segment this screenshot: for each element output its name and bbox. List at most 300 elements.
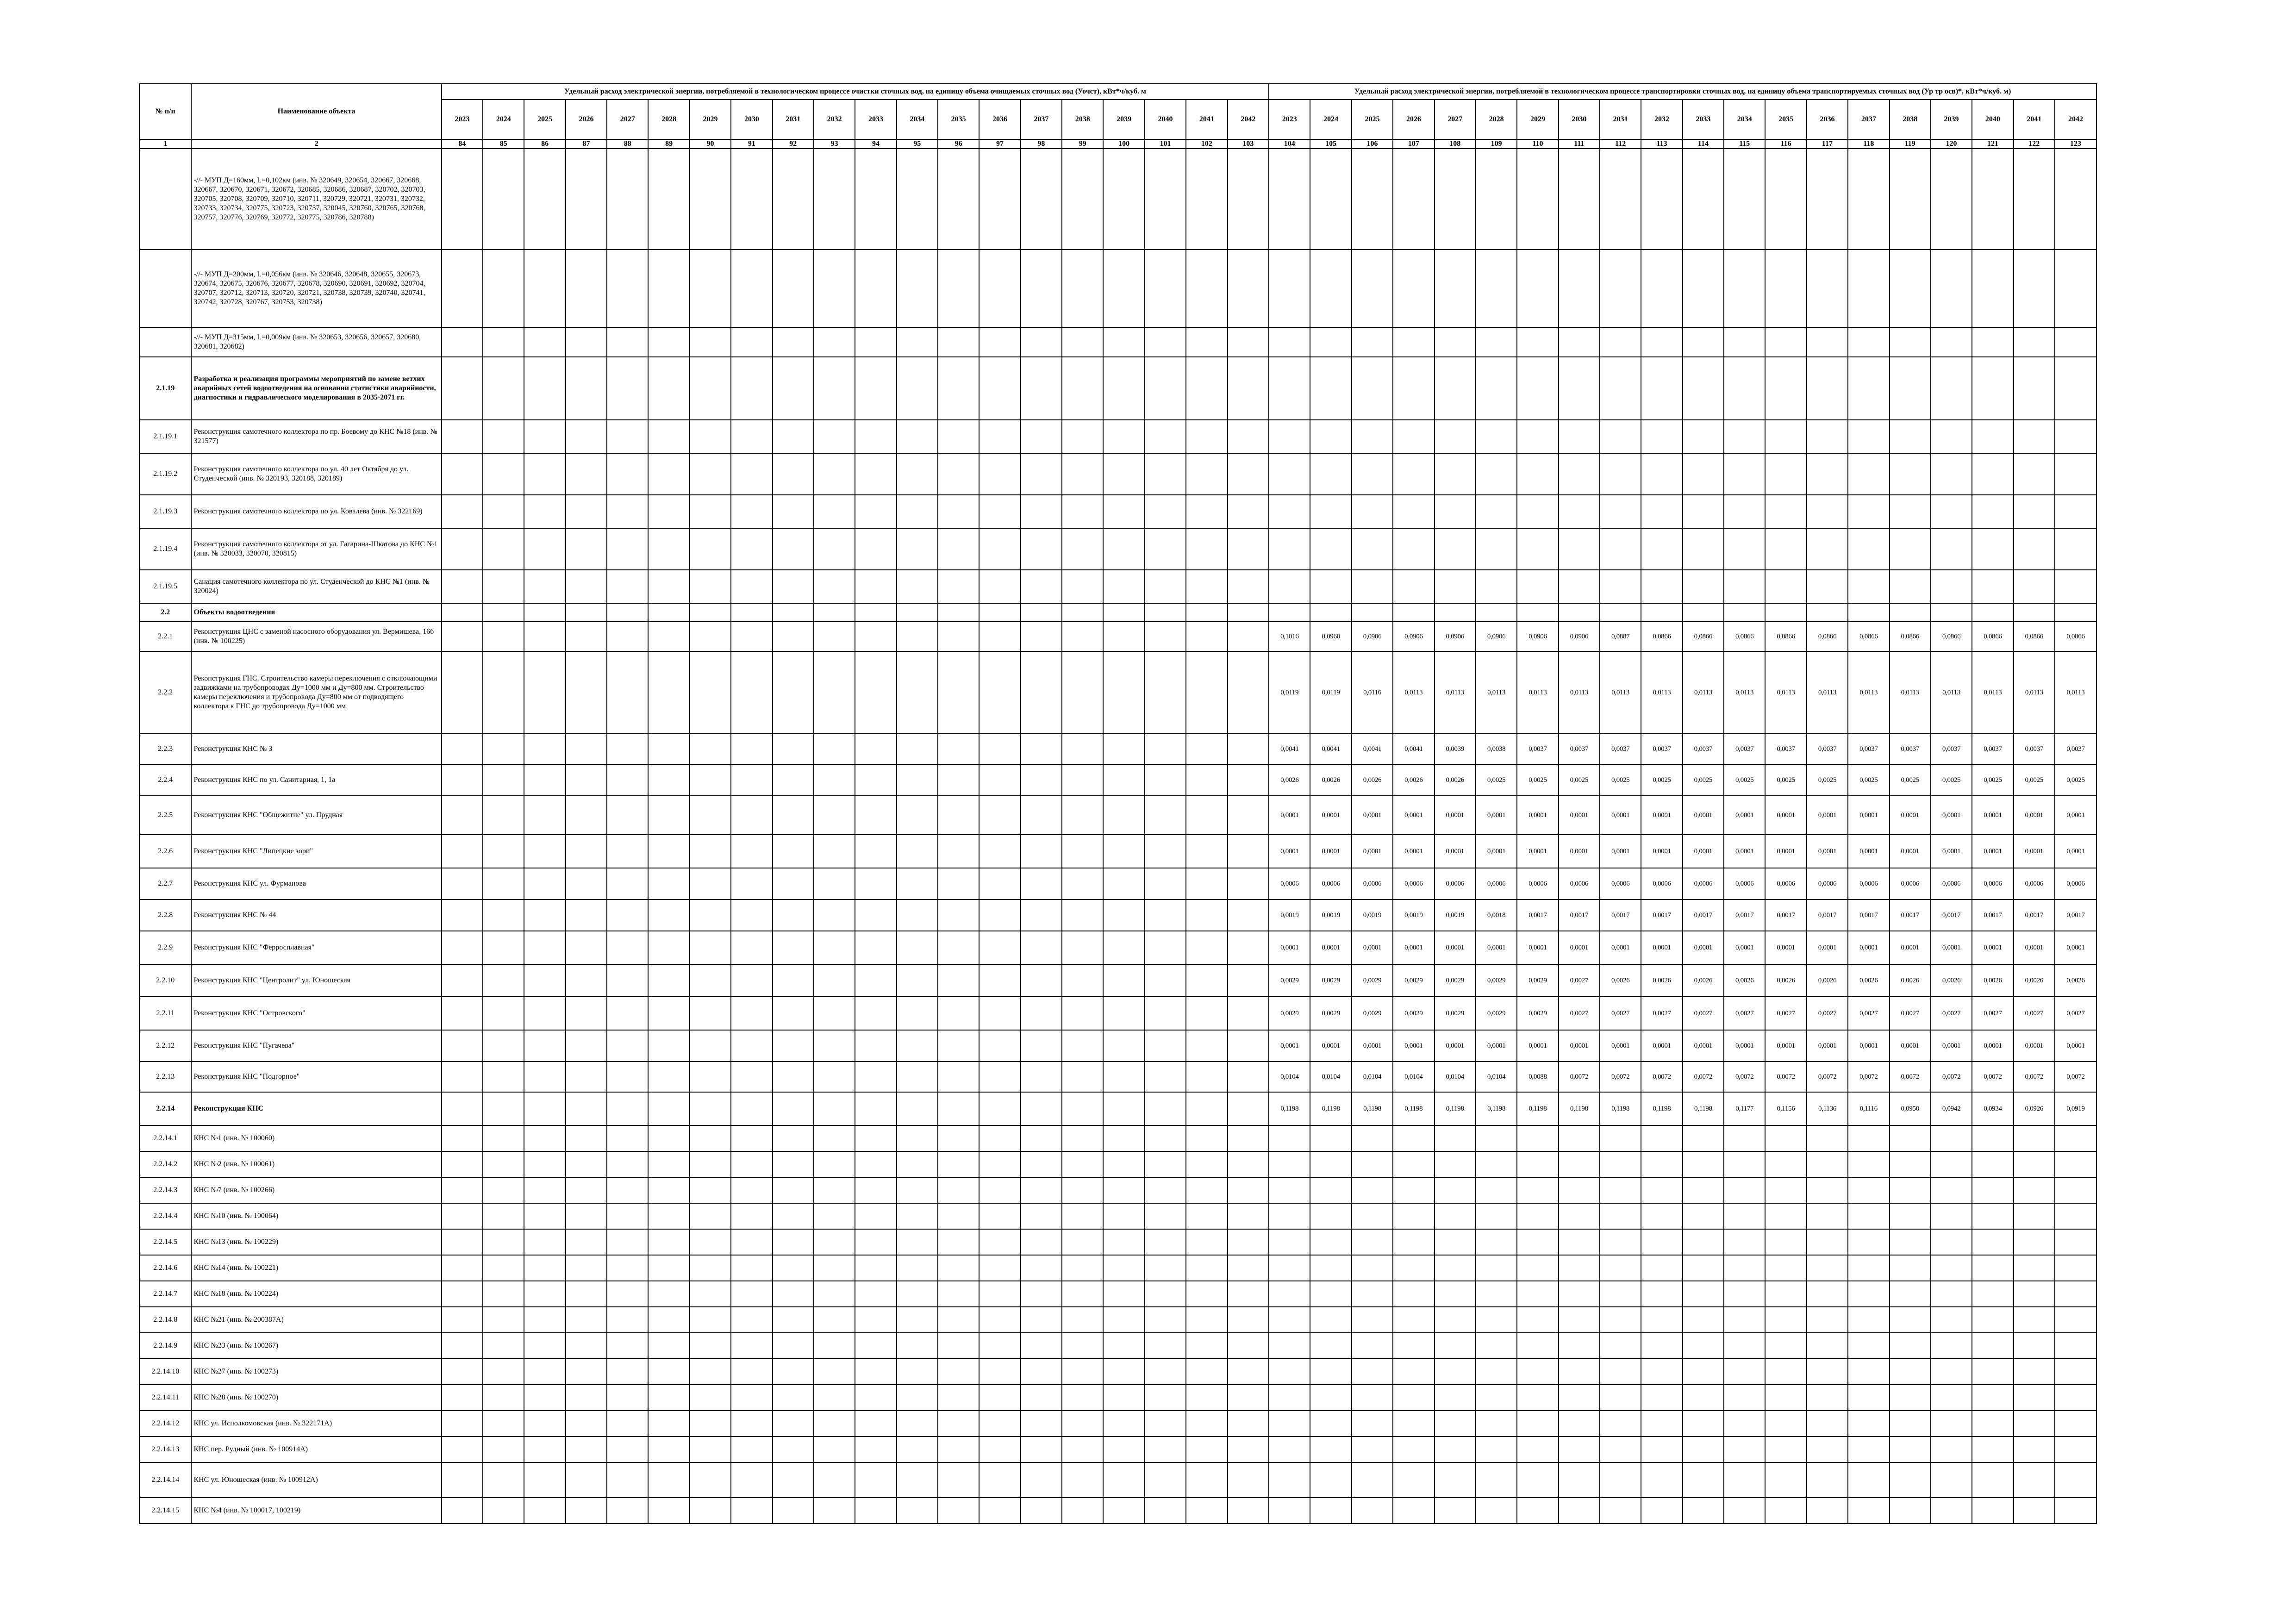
treatment-value-cell <box>773 1333 814 1359</box>
transport-value-cell <box>1352 603 1393 622</box>
treatment-value-cell <box>938 357 979 420</box>
treatment-value-cell <box>1145 1255 1186 1281</box>
transport-value-cell <box>1393 149 1434 250</box>
transport-value-cell <box>1931 1307 1972 1333</box>
row-number: 2.2.14.7 <box>139 1281 191 1307</box>
treatment-value-cell <box>1186 1203 1227 1229</box>
treatment-value-cell <box>607 1411 648 1437</box>
treatment-value-cell <box>524 734 565 764</box>
transport-value-cell: 0,0017 <box>1641 899 1682 931</box>
transport-value-cell <box>1393 420 1434 453</box>
transport-value-cell <box>1269 1333 1310 1359</box>
treatment-value-cell <box>566 250 607 327</box>
treatment-value-cell <box>1062 528 1103 570</box>
transport-value-cell: 0,0072 <box>1600 1062 1641 1092</box>
treatment-value-cell <box>897 1125 938 1151</box>
transport-value-cell <box>1972 1385 2013 1411</box>
table-row <box>139 931 2096 964</box>
transport-value-cell <box>1848 1177 1889 1203</box>
treatment-value-cell <box>566 734 607 764</box>
row-number: 2.2.13 <box>139 1062 191 1092</box>
treatment-value-cell <box>566 1030 607 1062</box>
treatment-value-cell <box>1062 1151 1103 1177</box>
transport-value-cell: 0,0001 <box>1890 931 1931 964</box>
treatment-value-cell <box>566 420 607 453</box>
treatment-value-cell <box>979 1255 1020 1281</box>
treatment-value-cell <box>1103 528 1144 570</box>
transport-value-cell <box>1476 1437 1517 1462</box>
transport-value-cell <box>1683 1437 1724 1462</box>
treatment-value-cell <box>1103 1177 1144 1203</box>
treatment-value-cell <box>1021 1411 1062 1437</box>
treatment-value-cell <box>1186 603 1227 622</box>
treatment-value-cell <box>731 1030 772 1062</box>
transport-value-cell <box>2014 327 2055 357</box>
transport-value-cell: 0,0113 <box>2055 651 2096 734</box>
transport-value-cell <box>1559 250 1600 327</box>
transport-value-cell <box>1310 1255 1351 1281</box>
treatment-value-cell <box>855 420 896 453</box>
treatment-value-cell <box>1145 149 1186 250</box>
treatment-value-cell <box>1062 931 1103 964</box>
treatment-value-cell <box>1021 420 1062 453</box>
transport-value-cell: 0,0113 <box>1765 651 1806 734</box>
object-name: КНС №1 (инв. № 100060) <box>191 1125 441 1151</box>
treatment-value-cell <box>1021 495 1062 528</box>
transport-value-cell <box>1641 149 1682 250</box>
treatment-value-cell <box>979 964 1020 997</box>
treatment-value-cell <box>814 1062 855 1092</box>
transport-value-cell <box>1807 1307 1848 1333</box>
treatment-value-cell <box>1145 495 1186 528</box>
transport-value-cell <box>1641 570 1682 603</box>
treatment-value-cell <box>1228 796 1269 835</box>
treatment-value-cell <box>1145 1462 1186 1498</box>
transport-value-cell: 0,0037 <box>1683 734 1724 764</box>
treatment-value-cell <box>607 357 648 420</box>
treatment-value-cell <box>979 495 1020 528</box>
transport-value-cell: 0,0025 <box>2014 764 2055 796</box>
treatment-value-cell <box>855 1281 896 1307</box>
transport-value-cell <box>1517 570 1558 603</box>
transport-value-cell: 0,0017 <box>2014 899 2055 931</box>
transport-value-cell: 0,0001 <box>2055 931 2096 964</box>
treatment-value-cell <box>814 796 855 835</box>
transport-value-cell: 0,0001 <box>1435 931 1476 964</box>
row-number: 2.2.14.9 <box>139 1333 191 1359</box>
transport-value-cell: 0,0001 <box>1559 796 1600 835</box>
treatment-value-cell <box>1145 453 1186 495</box>
transport-value-cell: 0,0025 <box>1890 764 1931 796</box>
transport-value-cell: 0,0019 <box>1352 899 1393 931</box>
treatment-value-cell <box>1228 327 1269 357</box>
table-row <box>139 868 2096 899</box>
treatment-value-cell <box>1228 1385 1269 1411</box>
transport-value-cell: 0,0001 <box>1393 1030 1434 1062</box>
transport-value-cell <box>1269 1255 1310 1281</box>
treatment-value-cell <box>773 997 814 1030</box>
transport-value-cell <box>1310 1307 1351 1333</box>
treatment-value-cell <box>731 622 772 651</box>
transport-value-cell <box>1393 1281 1434 1307</box>
transport-value-cell <box>1310 1498 1351 1524</box>
transport-value-cell: 0,0027 <box>1972 997 2013 1030</box>
treatment-value-cell <box>1062 1498 1103 1524</box>
treatment-value-cell <box>442 868 483 899</box>
transport-value-cell: 0,0027 <box>1848 997 1889 1030</box>
transport-value-cell: 0,0029 <box>1352 997 1393 1030</box>
treatment-value-cell <box>814 603 855 622</box>
treatment-value-cell <box>1062 453 1103 495</box>
treatment-value-cell <box>979 1462 1020 1498</box>
transport-value-cell: 0,0950 <box>1890 1092 1931 1125</box>
treatment-value-cell <box>442 250 483 327</box>
treatment-value-cell <box>814 1498 855 1524</box>
transport-value-cell <box>1972 1177 2013 1203</box>
treatment-value-cell <box>607 250 648 327</box>
transport-value-cell <box>1931 1437 1972 1462</box>
treatment-value-cell <box>690 528 731 570</box>
treatment-value-cell <box>524 1462 565 1498</box>
transport-value-cell <box>1352 1462 1393 1498</box>
treatment-value-cell <box>1021 964 1062 997</box>
header-row-titles <box>139 84 2096 100</box>
treatment-value-cell <box>483 357 524 420</box>
treatment-value-cell <box>938 1281 979 1307</box>
treatment-value-cell <box>483 835 524 868</box>
transport-value-cell: 0,0037 <box>1517 734 1558 764</box>
transport-value-cell <box>1600 149 1641 250</box>
row-number: 2.2.9 <box>139 931 191 964</box>
treatment-value-cell <box>607 835 648 868</box>
treatment-value-cell <box>1186 1385 1227 1411</box>
treatment-value-cell <box>731 1125 772 1151</box>
treatment-value-cell <box>938 1177 979 1203</box>
transport-value-cell <box>1641 1359 1682 1385</box>
treatment-value-cell <box>607 1333 648 1359</box>
transport-value-cell <box>1931 1498 1972 1524</box>
treatment-value-cell <box>731 1255 772 1281</box>
transport-value-cell <box>1724 1307 1765 1333</box>
transport-value-cell <box>1393 1462 1434 1498</box>
treatment-value-cell <box>648 796 689 835</box>
treatment-value-cell <box>607 1437 648 1462</box>
treatment-value-cell <box>483 1281 524 1307</box>
transport-value-cell <box>1890 1281 1931 1307</box>
treatment-value-cell <box>483 651 524 734</box>
object-name: КНС №2 (инв. № 100061) <box>191 1151 441 1177</box>
transport-value-cell: 0,0072 <box>1559 1062 1600 1092</box>
transport-value-cell <box>1724 570 1765 603</box>
transport-value-cell: 0,0001 <box>1517 796 1558 835</box>
object-name: Реконструкция ЦНС с заменой насосного оборудования ул. Вермишева, 16б (инв. № 100225) <box>191 622 441 651</box>
treatment-value-cell <box>773 1092 814 1125</box>
treatment-value-cell <box>731 899 772 931</box>
treatment-value-cell <box>442 149 483 250</box>
transport-value-cell: 0,0001 <box>1765 835 1806 868</box>
treatment-value-cell <box>897 1307 938 1333</box>
transport-value-cell <box>1724 1281 1765 1307</box>
treatment-value-cell <box>1062 570 1103 603</box>
row-number: 2.2.14.13 <box>139 1437 191 1462</box>
treatment-value-cell <box>607 149 648 250</box>
treatment-value-cell <box>524 1255 565 1281</box>
column-number: 103 <box>1228 139 1269 149</box>
year-header: 2029 <box>1517 100 1558 139</box>
transport-value-cell <box>1600 1385 1641 1411</box>
treatment-value-cell <box>690 327 731 357</box>
treatment-value-cell <box>690 796 731 835</box>
object-name: Реконструкция КНС по ул. Санитарная, 1, 1а <box>191 764 441 796</box>
treatment-value-cell <box>1186 651 1227 734</box>
row-number: 2.2.14.2 <box>139 1151 191 1177</box>
transport-value-cell <box>1848 1359 1889 1385</box>
treatment-value-cell <box>1103 1092 1144 1125</box>
transport-value-cell <box>2055 1437 2096 1462</box>
treatment-value-cell <box>607 899 648 931</box>
treatment-value-cell <box>1145 250 1186 327</box>
treatment-value-cell <box>483 1411 524 1437</box>
row-number: 2.2.10 <box>139 964 191 997</box>
treatment-value-cell <box>979 622 1020 651</box>
treatment-value-cell <box>648 1385 689 1411</box>
transport-value-cell <box>1765 1151 1806 1177</box>
treatment-value-cell <box>690 149 731 250</box>
transport-value-cell: 0,1156 <box>1765 1092 1806 1125</box>
object-name: КНС №27 (инв. № 100273) <box>191 1359 441 1385</box>
transport-value-cell: 0,0866 <box>2014 622 2055 651</box>
treatment-value-cell <box>524 651 565 734</box>
transport-value-cell: 0,0041 <box>1269 734 1310 764</box>
treatment-value-cell <box>814 1462 855 1498</box>
transport-value-cell <box>2055 1255 2096 1281</box>
treatment-value-cell <box>1145 764 1186 796</box>
treatment-value-cell <box>648 868 689 899</box>
transport-value-cell: 0,0029 <box>1393 964 1434 997</box>
treatment-value-cell <box>731 250 772 327</box>
transport-value-cell <box>1559 1498 1600 1524</box>
transport-value-cell <box>2055 149 2096 250</box>
transport-value-cell: 0,0001 <box>1269 1030 1310 1062</box>
transport-value-cell <box>1476 1385 1517 1411</box>
treatment-value-cell <box>1228 622 1269 651</box>
treatment-value-cell <box>1186 1229 1227 1255</box>
treatment-value-cell <box>1228 1307 1269 1333</box>
transport-value-cell <box>1848 1281 1889 1307</box>
treatment-value-cell <box>1145 931 1186 964</box>
transport-value-cell: 0,0026 <box>1724 964 1765 997</box>
transport-value-cell <box>1765 1281 1806 1307</box>
table-row <box>139 1498 2096 1524</box>
treatment-value-cell <box>690 453 731 495</box>
treatment-value-cell <box>1021 796 1062 835</box>
treatment-value-cell <box>566 1229 607 1255</box>
treatment-value-cell <box>938 327 979 357</box>
treatment-value-cell <box>607 1498 648 1524</box>
transport-value-cell: 0,0006 <box>1931 868 1972 899</box>
treatment-value-cell <box>938 1307 979 1333</box>
treatment-value-cell <box>524 899 565 931</box>
treatment-value-cell <box>442 1177 483 1203</box>
treatment-value-cell <box>1228 899 1269 931</box>
treatment-value-cell <box>690 964 731 997</box>
transport-value-cell <box>1435 1125 1476 1151</box>
treatment-value-cell <box>1145 835 1186 868</box>
transport-value-cell: 0,0025 <box>1724 764 1765 796</box>
row-number: 2.2.11 <box>139 997 191 1030</box>
transport-value-cell <box>1807 570 1848 603</box>
transport-value-cell <box>1352 1125 1393 1151</box>
treatment-value-cell <box>814 835 855 868</box>
transport-value-cell: 0,0041 <box>1352 734 1393 764</box>
treatment-value-cell <box>979 149 1020 250</box>
transport-value-cell <box>1393 1203 1434 1229</box>
treatment-value-cell <box>773 1385 814 1411</box>
treatment-value-cell <box>773 1498 814 1524</box>
table-row <box>139 603 2096 622</box>
treatment-value-cell <box>1145 603 1186 622</box>
treatment-value-cell <box>524 528 565 570</box>
treatment-value-cell <box>524 1437 565 1462</box>
transport-value-cell: 0,0037 <box>2055 734 2096 764</box>
transport-value-cell <box>2014 528 2055 570</box>
treatment-value-cell <box>897 964 938 997</box>
treatment-value-cell <box>690 1333 731 1359</box>
treatment-value-cell <box>690 835 731 868</box>
treatment-value-cell <box>938 1030 979 1062</box>
treatment-value-cell <box>855 1333 896 1359</box>
treatment-value-cell <box>648 1229 689 1255</box>
treatment-value-cell <box>897 622 938 651</box>
transport-value-cell: 0,0017 <box>1931 899 1972 931</box>
treatment-value-cell <box>442 453 483 495</box>
object-name: Разработка и реализация программы мероприятий по замене ветхих аварийных сетей водоотведения на основании статистики аварийности, диагностики и гидравлического моделирования в 2035-2071 гг. <box>191 357 441 420</box>
transport-value-cell <box>1559 1125 1600 1151</box>
treatment-value-cell <box>938 1151 979 1177</box>
transport-value-cell <box>1517 1411 1558 1437</box>
transport-value-cell <box>2014 1177 2055 1203</box>
transport-value-cell <box>1972 1462 2013 1498</box>
treatment-value-cell <box>1021 1203 1062 1229</box>
transport-value-cell <box>1269 250 1310 327</box>
treatment-value-cell <box>524 1177 565 1203</box>
treatment-value-cell <box>773 651 814 734</box>
year-header: 2042 <box>1228 100 1269 139</box>
treatment-value-cell <box>1021 570 1062 603</box>
treatment-value-cell <box>938 1411 979 1437</box>
year-header: 2039 <box>1931 100 1972 139</box>
transport-value-cell <box>2055 1498 2096 1524</box>
transport-value-cell: 0,0001 <box>1393 796 1434 835</box>
transport-value-cell <box>1310 1385 1351 1411</box>
year-header: 2039 <box>1103 100 1144 139</box>
transport-value-cell <box>1641 1177 1682 1203</box>
treatment-value-cell <box>524 495 565 528</box>
treatment-value-cell <box>731 1359 772 1385</box>
treatment-value-cell <box>855 651 896 734</box>
year-header: 2041 <box>1186 100 1227 139</box>
treatment-value-cell <box>566 1062 607 1092</box>
transport-value-cell: 0,1198 <box>1476 1092 1517 1125</box>
transport-value-cell <box>1848 570 1889 603</box>
transport-value-cell <box>2014 1255 2055 1281</box>
treatment-value-cell <box>1145 327 1186 357</box>
treatment-value-cell <box>897 899 938 931</box>
treatment-value-cell <box>1186 570 1227 603</box>
col-object-name-header: Наименование объекта <box>191 84 441 139</box>
treatment-value-cell <box>690 1281 731 1307</box>
transport-value-cell <box>1269 603 1310 622</box>
transport-value-cell <box>2014 603 2055 622</box>
transport-value-cell <box>1641 603 1682 622</box>
treatment-value-cell <box>814 495 855 528</box>
treatment-value-cell <box>607 327 648 357</box>
transport-value-cell <box>1765 1462 1806 1498</box>
treatment-value-cell <box>1021 327 1062 357</box>
object-name: Объекты водоотведения <box>191 603 441 622</box>
transport-value-cell: 0,0026 <box>1641 964 1682 997</box>
treatment-value-cell <box>1021 931 1062 964</box>
transport-value-cell <box>1683 1385 1724 1411</box>
transport-value-cell <box>1683 149 1724 250</box>
treatment-value-cell <box>1103 1229 1144 1255</box>
transport-value-cell: 0,0001 <box>1683 1030 1724 1062</box>
treatment-value-cell <box>648 899 689 931</box>
transport-value-cell: 0,1198 <box>1641 1092 1682 1125</box>
transport-value-cell <box>1848 528 1889 570</box>
treatment-value-cell <box>1103 899 1144 931</box>
transport-value-cell: 0,0001 <box>1435 835 1476 868</box>
treatment-value-cell <box>524 868 565 899</box>
transport-value-cell <box>1641 495 1682 528</box>
object-name: Реконструкция КНС "Липецкие зори" <box>191 835 441 868</box>
transport-value-cell: 0,0029 <box>1269 997 1310 1030</box>
treatment-value-cell <box>442 899 483 931</box>
transport-value-cell: 0,0041 <box>1393 734 1434 764</box>
transport-value-cell <box>1931 1125 1972 1151</box>
treatment-value-cell <box>1021 868 1062 899</box>
transport-value-cell: 0,0866 <box>1848 622 1889 651</box>
treatment-value-cell <box>814 764 855 796</box>
transport-value-cell: 0,0001 <box>1931 835 1972 868</box>
transport-value-cell <box>1435 1411 1476 1437</box>
treatment-value-cell <box>897 495 938 528</box>
transport-value-cell <box>1517 1437 1558 1462</box>
treatment-value-cell <box>938 651 979 734</box>
transport-value-cell <box>1476 1255 1517 1281</box>
treatment-value-cell <box>731 734 772 764</box>
treatment-value-cell <box>690 357 731 420</box>
transport-value-cell: 0,0017 <box>1807 899 1848 931</box>
transport-value-cell <box>1724 1255 1765 1281</box>
treatment-value-cell <box>897 420 938 453</box>
transport-value-cell <box>1683 1255 1724 1281</box>
transport-value-cell: 0,0866 <box>1641 622 1682 651</box>
treatment-value-cell <box>773 1062 814 1092</box>
treatment-value-cell <box>979 1151 1020 1177</box>
treatment-value-cell <box>607 528 648 570</box>
treatment-value-cell <box>1186 1151 1227 1177</box>
transport-value-cell <box>1476 1498 1517 1524</box>
transport-value-cell: 0,1198 <box>1559 1092 1600 1125</box>
treatment-value-cell <box>897 1281 938 1307</box>
transport-value-cell <box>1310 327 1351 357</box>
transport-value-cell: 0,0001 <box>2014 1030 2055 1062</box>
transport-value-cell <box>1807 1359 1848 1385</box>
treatment-value-cell <box>442 1307 483 1333</box>
treatment-value-cell <box>1186 796 1227 835</box>
treatment-value-cell <box>855 453 896 495</box>
